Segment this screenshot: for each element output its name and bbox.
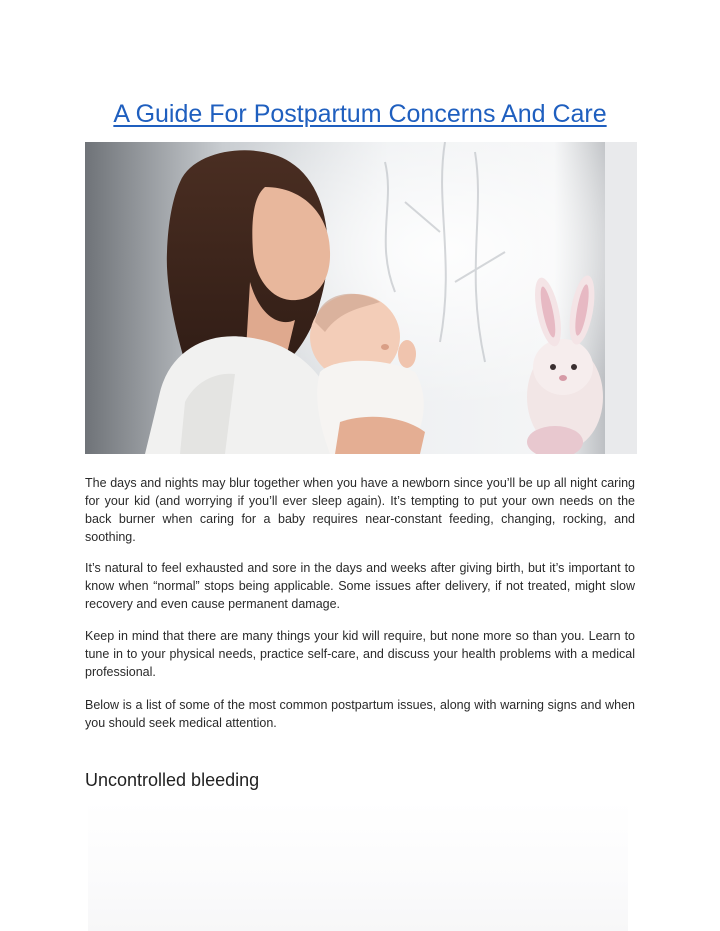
page-background-fade	[88, 800, 628, 931]
mother-and-baby-photo	[85, 142, 637, 454]
document-title-link[interactable]: A Guide For Postpartum Concerns And Care	[113, 100, 607, 128]
paragraph-2: It’s natural to feel exhausted and sore in the days and weeks after giving birth, but it’s important to know when “normal” stops being applicable. Some issues after delivery, if not treated, might slow recovery and even cause permanent damage.	[85, 561, 635, 611]
section-heading: Uncontrolled bleeding	[85, 770, 260, 790]
paragraph-4: Below is a list of some of the most common postpartum issues, along with warning signs and when you should seek medical attention.	[85, 698, 635, 730]
paragraph-3: Keep in mind that there are many things your kid will require, but none more so than you. Learn to tune in to your physical needs, practice self-care, and discuss your health problems with a medical professional.	[85, 629, 635, 679]
paragraph-1: The days and nights may blur together when you have a newborn since you’ll be up all night caring for your kid (and worrying if you’ll ever sleep again). It’s tempting to put your own needs on the back burner when caring for a baby requires near-constant feeding, changing, rocking, and soothing.	[85, 476, 635, 544]
